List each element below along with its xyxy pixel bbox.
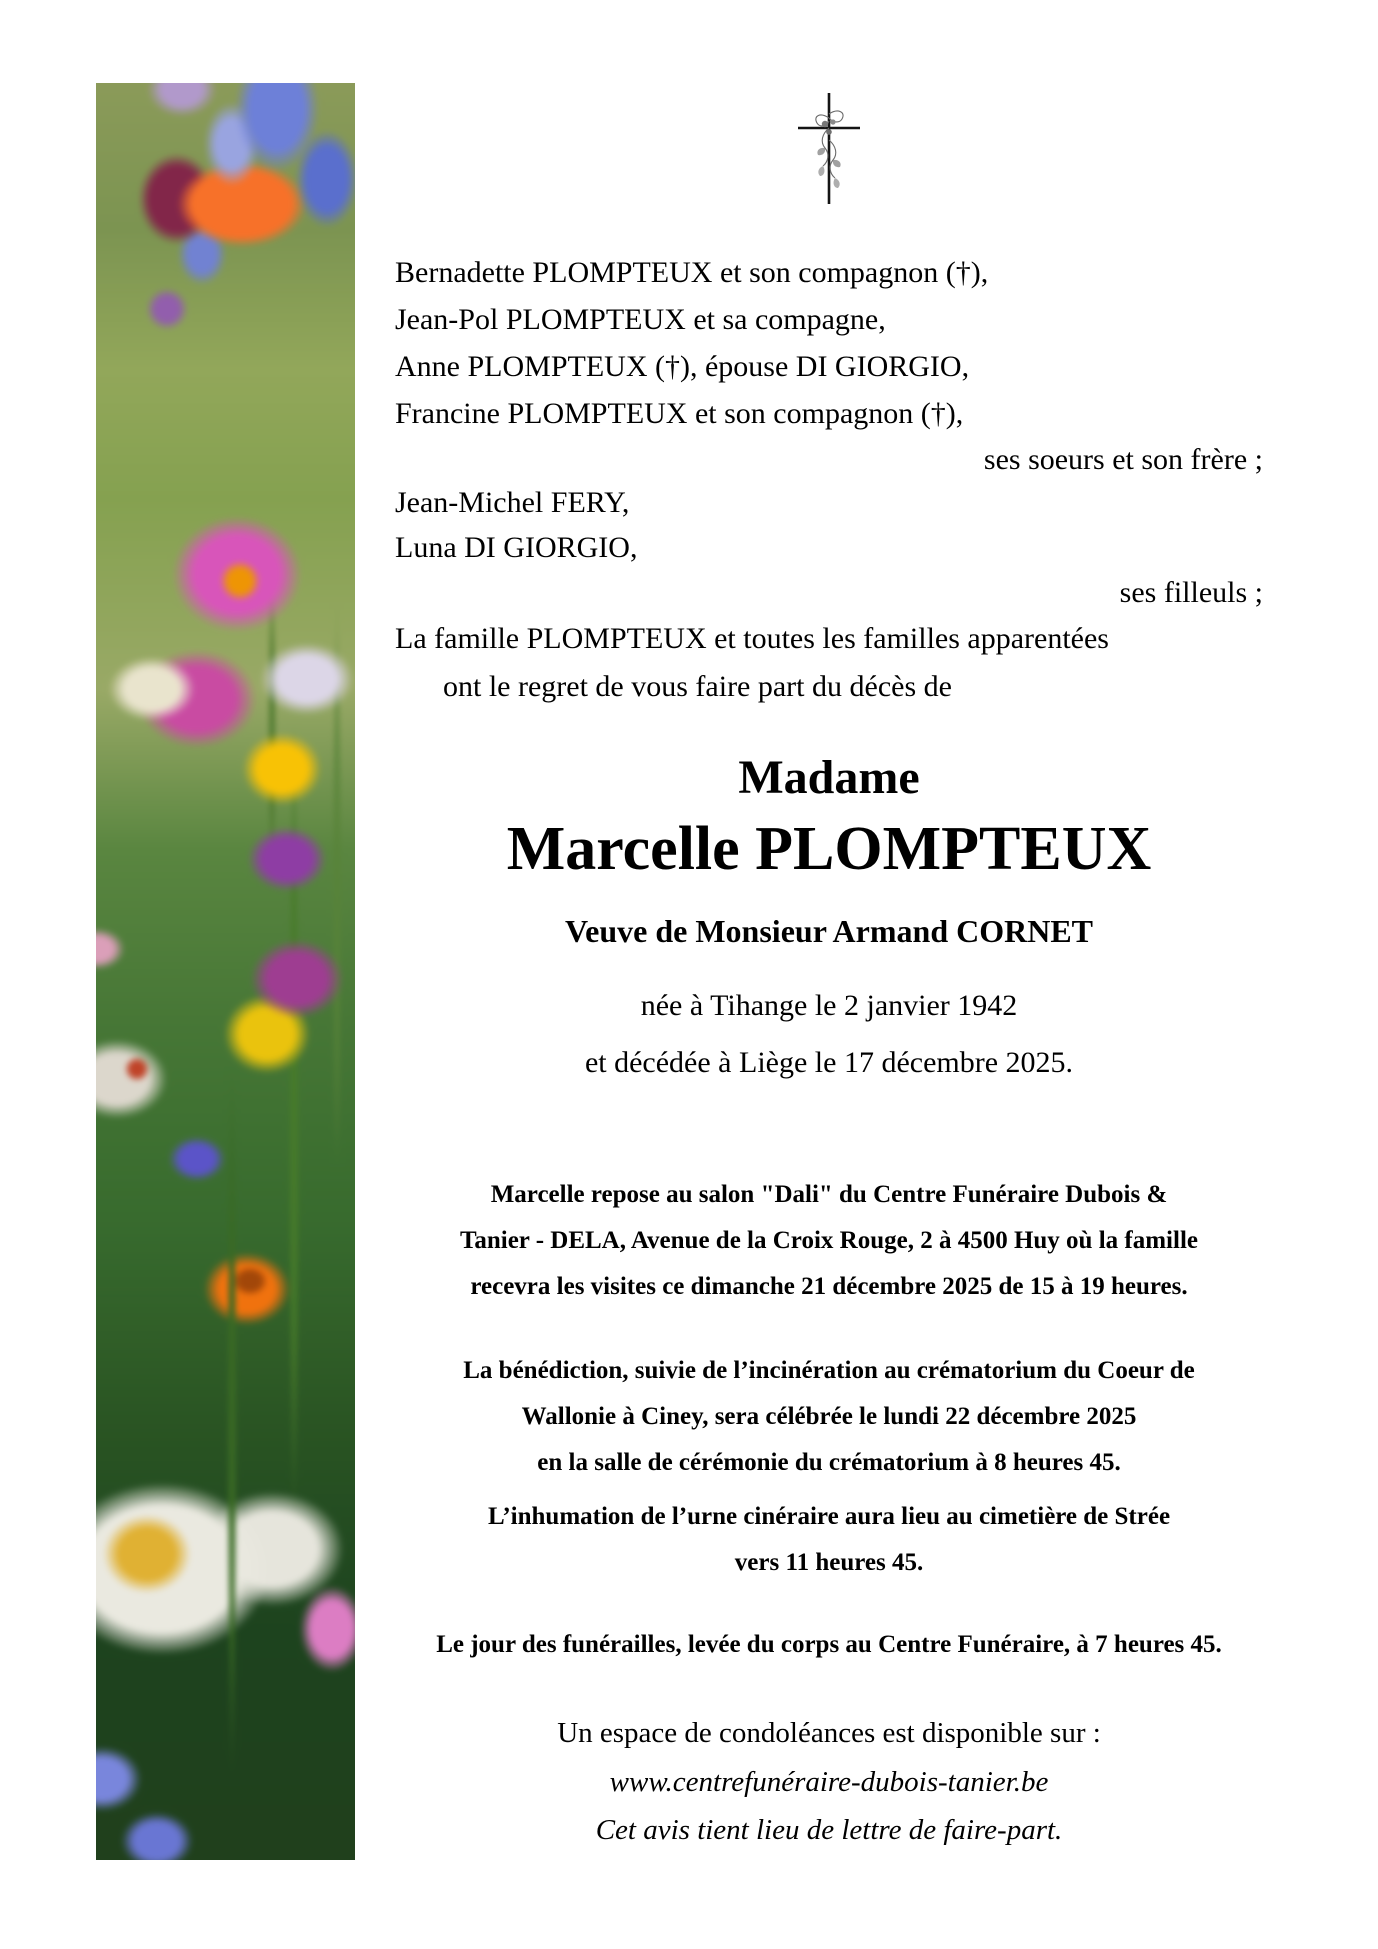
family-line: Bernadette PLOMPTEUX et son compagnon (†), [395, 256, 989, 289]
condolences-line: Un espace de condoléances est disponible sur : [557, 1717, 1101, 1749]
deceased-name: Marcelle PLOMPTEUX [506, 815, 1152, 883]
family-line: Jean-Michel FERY, [395, 486, 630, 519]
benediction-line: La bénédiction, suivie de l’incinération au crématorium du Coeur de [463, 1357, 1195, 1384]
deceased-title: Madame [738, 751, 920, 804]
repose-paragraph [395, 1172, 1263, 1310]
widow-line: Veuve de Monsieur Armand CORNET [564, 913, 1094, 949]
funeral-day-line: Le jour des funérailles, levée du corps au Centre Funéraire, à 7 heures 45. [436, 1631, 1222, 1658]
website-text: www.centrefunéraire-dubois-tanier.be [609, 1766, 1049, 1798]
inhumation-line: vers 11 heures 45. [734, 1549, 924, 1576]
relation-line-sisters-brother: ses soeurs et son frère ; [983, 443, 1263, 476]
family-line: Jean-Pol PLOMPTEUX et sa compagne, [395, 303, 886, 336]
benediction-line: Wallonie à Ciney, sera célébrée le lundi 22 décembre 2025 [521, 1403, 1137, 1430]
benediction-line: en la salle de cérémonie du crématorium à 8 heures 45. [537, 1449, 1121, 1476]
birth-line: née à Tihange le 2 janvier 1942 [640, 989, 1018, 1022]
family-line: Francine PLOMPTEUX et son compagnon (†), [395, 397, 964, 430]
family-line: Anne PLOMPTEUX (†), épouse DI GIORGIO, [395, 350, 970, 383]
announcement-content [395, 0, 1263, 1949]
inhumation-line: L’inhumation de l’urne cinéraire aura lieu au cimetière de Strée [487, 1503, 1171, 1530]
notice-line: Cet avis tient lieu de lettre de faire-part. [595, 1814, 1063, 1846]
family-line: Luna DI GIORGIO, [395, 531, 638, 564]
relation-line-godchildren: ses filleuls ; [1119, 576, 1263, 609]
memorial-cross-icon [792, 88, 866, 208]
inhumation-paragraph [395, 1494, 1263, 1586]
benediction-paragraph [395, 1348, 1263, 1486]
repose-line: recevra les visites ce dimanche 21 décembre 2025 de 15 à 19 heures. [470, 1273, 1188, 1300]
repose-line: Marcelle repose au salon "Dali" du Centre Funéraire Dubois & [490, 1181, 1168, 1208]
death-line: et décédée à Liège le 17 décembre 2025. [584, 1046, 1074, 1079]
wildflowers-photo [96, 83, 355, 1860]
funeral-day-paragraph [395, 1622, 1263, 1668]
family-line: La famille PLOMPTEUX et toutes les familles apparentées [395, 622, 1109, 655]
repose-line: Tanier - DELA, Avenue de la Croix Rouge, 2 à 4500 Huy où la famille [459, 1227, 1198, 1254]
family-list [395, 249, 1263, 711]
announcement-line: ont le regret de vous faire part du décès de [443, 670, 952, 703]
